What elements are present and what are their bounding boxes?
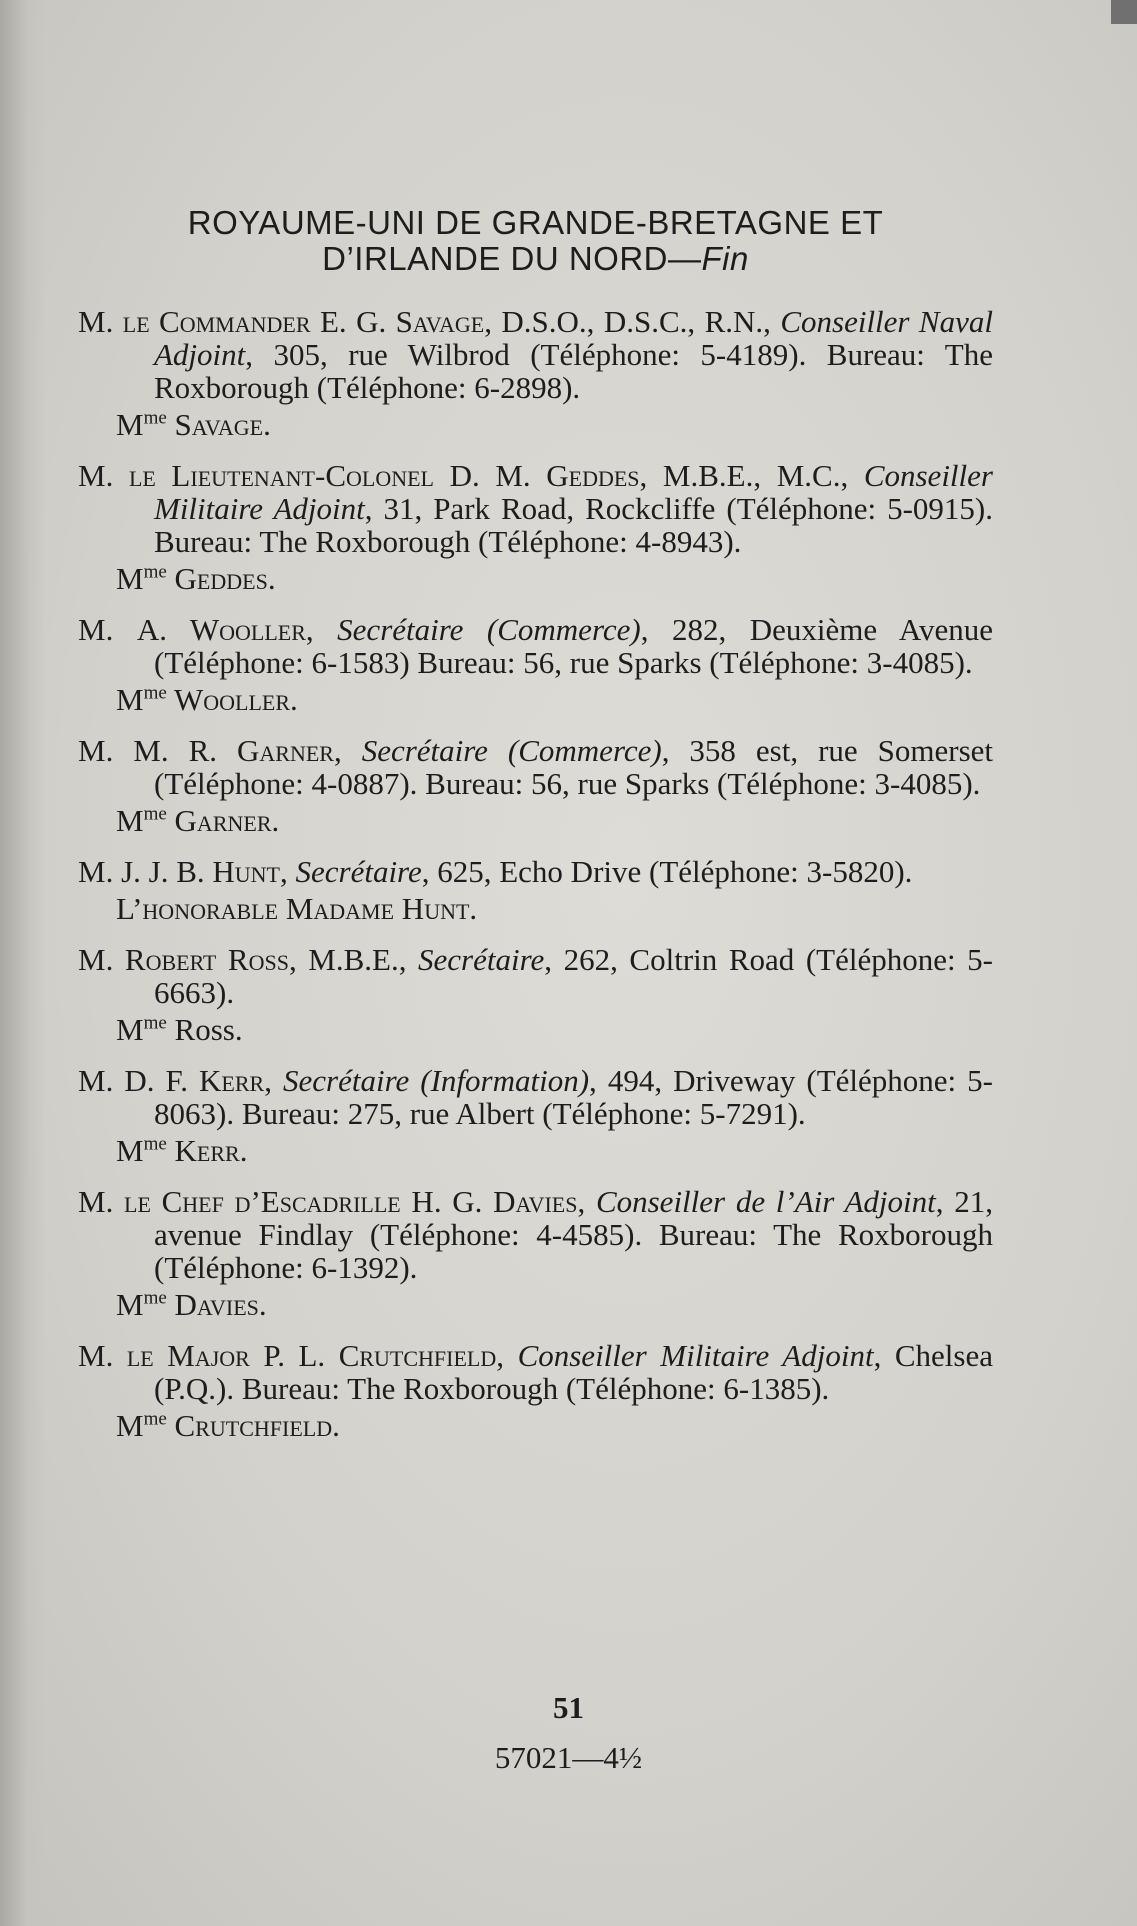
entry-details: , 358 est, rue Somerset (Téléphone: 4-0887). Bureau: 56, rue Sparks (Téléphone: 3-4085). — [154, 733, 994, 801]
section-heading — [78, 205, 993, 277]
spouse-sup: me — [143, 1012, 167, 1034]
spouse-name: Savage. — [166, 407, 271, 442]
spouse-line — [78, 1134, 993, 1167]
spouse-prefix: M — [116, 1012, 144, 1047]
spouse-sup: me — [143, 682, 167, 704]
spouse-prefix: M — [116, 1133, 144, 1168]
entry-name: le Lieutenant-Colonel D. M. Geddes — [128, 458, 640, 493]
entry-name: J. J. B. Hunt — [121, 854, 280, 889]
spouse-prefix: M — [116, 1287, 144, 1322]
entry-name: A. Wooller — [136, 612, 306, 647]
spouse-prefix: L’honorable Madame Hunt. — [116, 891, 478, 926]
entry-prefix: M. — [78, 612, 137, 647]
spouse-name: Garner. — [166, 803, 280, 838]
entry-honours: , D.S.O., D.S.C., R.N., — [484, 304, 781, 339]
spouse-line — [78, 1013, 993, 1046]
entry-honours: , — [333, 733, 362, 768]
spouse-line — [78, 408, 993, 441]
spouse-name: Ross. — [166, 1012, 243, 1047]
entry-details: , 625, Echo Drive (Téléphone: 3-5820). — [421, 854, 913, 889]
diplomat-entry — [78, 943, 993, 1046]
spouse-sup: me — [143, 407, 167, 429]
spouse-sup: me — [143, 561, 167, 583]
diplomat-entry — [78, 1064, 993, 1167]
entry-honours: , — [305, 612, 338, 647]
spouse-name: Crutchfield. — [166, 1408, 340, 1443]
spouse-line — [78, 683, 993, 716]
heading-line-1: ROYAUME-UNI DE GRANDE-BRETAGNE ET — [187, 204, 884, 241]
entry-details: , 282, Deuxième Avenue (Téléphone: 6-1583) Bureau: 56, rue Sparks (Téléphone: 3-4085). — [154, 612, 993, 680]
diplomat-entry — [78, 459, 993, 595]
entry-prefix: M. — [78, 854, 122, 889]
spouse-line — [78, 892, 993, 925]
entry-prefix: M. — [78, 458, 129, 493]
entry-prefix: M. — [78, 304, 123, 339]
entry-prefix: M. — [78, 1338, 127, 1373]
page-number: 51 — [553, 1690, 584, 1725]
entry-text — [78, 305, 993, 404]
page-content — [78, 205, 993, 1442]
entry-text — [78, 855, 993, 888]
spouse-line — [78, 1288, 993, 1321]
entry-details: , 494, Driveway (Téléphone: 5-8063). Bureau: 275, rue Albert (Téléphone: 5-7291). — [154, 1063, 993, 1131]
entry-name: le Major P. L. Crutchfield — [126, 1338, 497, 1373]
diplomat-entry — [78, 1185, 993, 1321]
entry-honours: , M.B.E., M.C., — [639, 458, 864, 493]
spouse-sup: me — [143, 1408, 167, 1430]
spouse-name: Davies. — [166, 1287, 267, 1322]
entry-prefix: M. — [78, 1184, 125, 1219]
spouse-line — [78, 1409, 993, 1442]
entry-title: Secrétaire — [418, 942, 545, 977]
entry-title: Secrétaire (Commerce) — [361, 733, 662, 768]
entry-name: M. R. Garner — [133, 733, 334, 768]
entry-honours: , — [496, 1338, 518, 1373]
entry-honours: , — [577, 1184, 596, 1219]
spouse-name: Kerr. — [166, 1133, 248, 1168]
spouse-prefix: M — [116, 1408, 144, 1443]
spouse-prefix: M — [116, 803, 144, 838]
spouse-sup: me — [143, 1287, 167, 1309]
entry-name: le Chef d’Escadrille H. G. Davies — [124, 1184, 578, 1219]
page-gutter-shadow — [0, 0, 46, 1926]
entry-text — [78, 943, 993, 1009]
entry-prefix: M. — [78, 942, 125, 977]
entry-name: le Commander E. G. Savage — [122, 304, 485, 339]
spouse-prefix: M — [116, 682, 144, 717]
page-corner — [1111, 0, 1137, 24]
entry-title: Conseiller de l’Air Adjoint — [595, 1184, 936, 1219]
entry-details: , 31, Park Road, Rockcliffe (Téléphone: 5-0915). Bureau: The Roxborough (Téléphone: 4-8943). — [154, 491, 993, 559]
diplomat-list — [78, 305, 993, 1442]
spouse-line — [78, 804, 993, 837]
diplomat-entry — [78, 613, 993, 716]
entry-text — [78, 734, 993, 800]
spouse-sup: me — [143, 1133, 167, 1155]
entry-title: Conseiller Naval Adjoint — [154, 304, 993, 372]
entry-name: D. F. Kerr — [124, 1063, 265, 1098]
entry-honours: , — [279, 854, 296, 889]
entry-title: Secrétaire (Information) — [283, 1063, 590, 1098]
entry-text — [78, 613, 993, 679]
entry-text — [78, 1339, 993, 1405]
spouse-sup: me — [143, 803, 167, 825]
spouse-prefix: M — [116, 407, 144, 442]
entry-prefix: M. — [78, 733, 134, 768]
spouse-prefix: M — [116, 561, 144, 596]
entry-title: Conseiller Militaire Adjoint — [154, 458, 993, 526]
spouse-name: Wooller. — [166, 682, 298, 717]
entry-text — [78, 1064, 993, 1130]
entry-honours: , M.B.E., — [288, 942, 419, 977]
spouse-name: Geddes. — [166, 561, 276, 596]
entry-details: , 21, avenue Findlay (Téléphone: 4-4585). Bureau: The Roxborough (Téléphone: 6-1392). — [154, 1184, 993, 1285]
entry-title: Conseiller Militaire Adjoint — [517, 1338, 874, 1373]
entry-prefix: M. — [78, 1063, 125, 1098]
diplomat-entry — [78, 855, 993, 925]
heading-line-2: D’IRLANDE DU NORD— — [322, 240, 702, 277]
entry-details: , 305, rue Wilbrod (Téléphone: 5-4189). Bureau: The Roxborough (Téléphone: 6-2898). — [154, 337, 993, 405]
entry-text — [78, 459, 993, 558]
heading-fin: Fin — [701, 240, 749, 277]
diplomat-entry — [78, 734, 993, 837]
diplomat-entry — [78, 305, 993, 441]
entry-name: Robert Ross — [124, 942, 289, 977]
spouse-line — [78, 562, 993, 595]
entry-title: Secrétaire (Commerce) — [337, 612, 641, 647]
print-code: 57021—4½ — [494, 1740, 643, 1775]
entry-details: , Chelsea (P.Q.). Bureau: The Roxborough (Téléphone: 6-1385). — [154, 1338, 993, 1406]
entry-text — [78, 1185, 993, 1284]
entry-honours: , — [264, 1063, 284, 1098]
diplomat-entry — [78, 1339, 993, 1442]
entry-title: Secrétaire — [295, 854, 422, 889]
entry-details: , 262, Coltrin Road (Téléphone: 5-6663). — [154, 942, 993, 1010]
